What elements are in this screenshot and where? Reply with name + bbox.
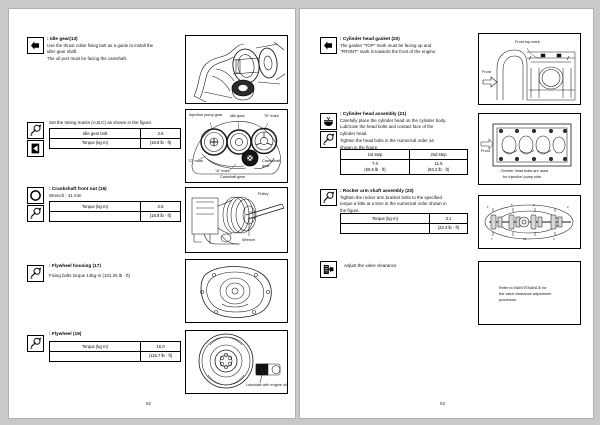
idle-gear-line-3: The oil port must be facing the camshaft. [47,56,128,62]
note-line-3: procedure. [499,298,518,302]
idle-gear-bullet: : [47,36,49,41]
adjust-clearance-icon [320,261,337,278]
crankshaft-torque-sub-label [50,211,141,221]
note-line-2: the valve clearance adjustment [499,292,552,296]
flywheel-torque-sub-label [50,351,141,361]
crankshaft-torque-value: 2.6 [141,202,181,212]
head-assembly-line-3: cylinder head. [340,131,368,137]
head-assembly-line-4: Tighten the head bolts in the numerical order as [340,138,434,144]
step-2-value: 11.5 (83.2 lb · ft) [410,159,468,175]
note-line-1: Refer to MAINTENANCE for [499,286,547,290]
idle-gear-bolt-value: 2.6 [141,129,181,139]
wrench-circle-icon [27,187,44,204]
arrow-left-icon [27,37,44,54]
idle-gear-heading: : Idle gear(13) [47,36,78,41]
table-row [50,342,181,352]
flywheel-torque-label: Torque (kg·m) [50,342,141,352]
table-row [341,159,468,175]
fig-label-crankshaft-gear: Crankshaft gear [262,159,281,168]
idle-gear-bolt-label: Idle gear bolt [50,129,141,139]
fig-label-idle-gear: Idle gear [230,114,245,118]
torque-wrench-icon [320,131,337,148]
flywheel-bullet: : [49,331,51,336]
flywheel-figure [185,330,288,394]
fig-label-shorter-bolts-2: for injection pump side. [503,175,543,179]
flywheel-housing-heading: : Flywheel housing (17) [49,263,101,268]
cylinder-head-gasket-figure [478,33,581,105]
gasket-bullet: : [340,36,342,41]
table-header-row [341,150,468,160]
cylinder-head-bolt-order-figure [478,113,581,185]
idle-gear-bolt-torque-table [49,128,181,149]
fig-label-front-arrow: Front [481,149,490,153]
rocker-arm-line-3: the figure. [340,208,360,214]
flywheel-torque-table [49,341,181,362]
step-1-value: 7.0 (50.6 lb · ft) [341,159,410,175]
head-assembly-line-2: Lubricate the head bolts and contact face of the [340,124,434,130]
step-1-header: 1st step [341,150,410,160]
fig-label-a-mark: "A" mark [215,169,230,173]
rocker-torque-label: Torque (kg·m) [341,214,430,224]
svg-text:7: 7 [491,237,493,241]
flywheel-housing-bullet: : [49,263,51,268]
timing-marks-instruction: Set the timing marks (A,B,C) as shown in the figure. [49,120,153,125]
rocker-arm-heading: : Rocker arm shaft assembly (23) [340,188,414,193]
timing-gear-train-figure [185,109,288,183]
rocker-arm-torque-table [340,213,468,234]
rocker-torque-value: 3.1 [430,214,468,224]
fig-label-front-top-mark: Front top mark [515,40,540,44]
idle-gear-torque-value: (18.8 lb · ft) [141,138,181,148]
rocker-torque-sub-value: (22.4 lb · ft) [430,223,468,233]
table-row [50,129,181,139]
table-row [341,214,468,224]
table-row-sub [50,211,181,221]
head-assembly-line-1: Carefully place the cylinder head on the cylinder body. [340,117,447,123]
fig-label-b-mark: "B" mark [264,114,279,118]
table-row-sub [50,351,181,361]
table-row [50,138,181,148]
oil-lubricate-icon [320,113,337,130]
head-assembly-bullet: : [340,111,342,116]
torque-wrench-icon [27,205,44,222]
torque-wrench-icon [320,189,337,206]
head-assembly-line-5: shown in the figure. [340,144,379,150]
torque-wrench-icon [27,265,44,282]
fig-label-lubricate-engine-oil: Lubricate with engine oil [246,383,287,387]
fig-label-camshaft-gear: Camshaft gear [220,175,245,179]
fig-label-c-mark: "C" mark [188,159,203,163]
cylinder-head-gasket-heading: : Cylinder head gasket (20) [340,36,400,41]
torque-wrench-icon [27,122,44,139]
fig-label-shorter-bolts-1: : Shorter head bolts are used [499,169,548,173]
maintenance-reference-note [478,261,581,325]
flywheel-torque-sub-value: (115.7 lb · ft) [141,351,181,361]
flywheel-torque-value: 16.0 [141,342,181,352]
idle-gear-line-1: Use the thrust collar fixing bolt as a guide to install the [47,42,154,48]
svg-text:1: 1 [487,205,489,209]
idle-gear-line-2: idler gear shaft. [47,49,78,55]
idle-gear-torque-label: Torque (kg·m) [50,138,141,148]
crankshaft-torque-label: Torque (kg·m) [50,202,141,212]
crankshaft-front-nut-heading: : Crankshaft front nut (16) [49,186,107,191]
head-bolt-step-table [340,149,468,175]
flywheel-heading: : Flywheel (19) [49,331,82,336]
page-number-right: 53 [440,401,446,406]
gasket-line-2: "FRONT" mark is towards the front of the engine. [340,49,437,55]
page-number-left: 52 [146,401,152,406]
flywheel-housing-torque-line: Fixing bolts torque 14kg·m (101.25 lb · ft) [49,272,131,278]
rocker-torque-sub-label [341,223,430,233]
idle-gear-installation-figure [185,35,288,104]
flywheel-housing-figure [185,259,288,323]
svg-text:8: 8 [533,203,535,207]
step-2-header: 2nd step [410,150,468,160]
fig-label-wrench: Wrench [242,238,256,242]
fig-label-front: Front [482,70,491,74]
valve-clearance-instruction: Adjust the valve clearance [344,263,397,268]
svg-text:4: 4 [553,237,555,241]
fig-label-injection-pump-gear: Injection pump gear [189,113,223,117]
crankshaft-torque-sub-value: (18.8 lb · ft) [141,211,181,221]
crankshaft-wrench-size: Wrench : 41 mm [49,192,82,198]
torque-wrench-icon [27,335,44,352]
right-manual-page [299,8,594,419]
crankshaft-pulley-figure [185,187,288,253]
fig-label-pulley: Pulley [258,192,269,196]
svg-text:12: 12 [523,237,527,241]
rocker-arm-line-1: Tighten the rocker arm bracket bolts to the specified [340,194,442,200]
table-row [50,202,181,212]
arrow-left-icon [320,37,337,54]
crankshaft-torque-table [49,201,181,222]
rocker-arm-bullet: : [340,188,342,193]
table-row-sub [341,223,468,233]
rocker-arm-shaft-figure [478,195,581,249]
svg-text:5: 5 [511,203,513,207]
gear-mark-icon [27,140,44,157]
left-manual-page [8,8,296,419]
crankshaft-bullet: : [49,186,51,191]
svg-text:2: 2 [567,205,569,209]
cylinder-head-assembly-heading: : Cylinder head assembly (21) [340,111,407,116]
gasket-line-1: The gasket "TOP" mark must be facing up and [340,42,432,48]
rocker-arm-line-2: torque a little at a time in the numerical order shown in [340,201,447,207]
